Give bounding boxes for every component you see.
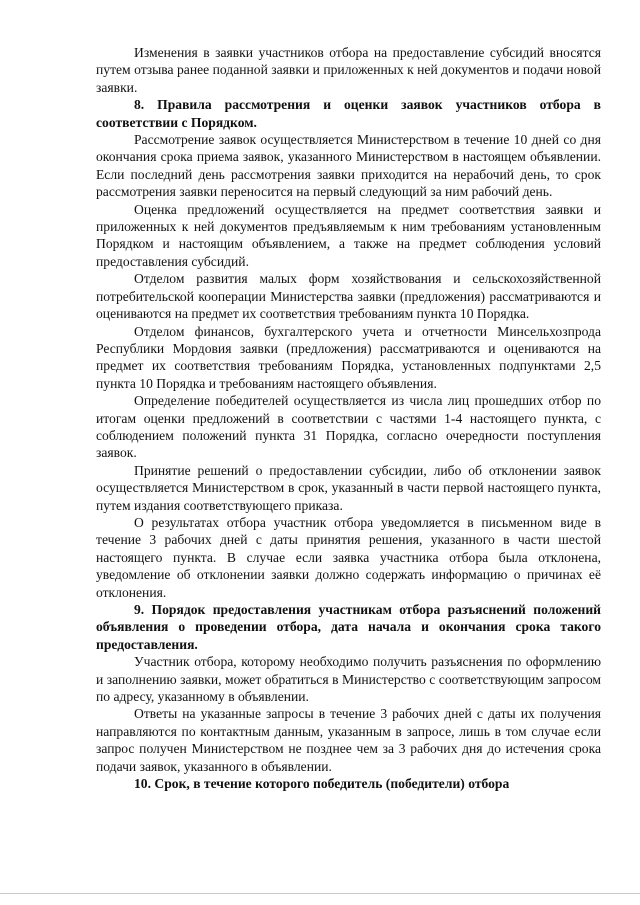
section-heading-9: 9. Порядок предоставления участникам отбора разъяснений положений объявления о проведении отбора, дата начала и окончания срока такого предоставления.	[96, 602, 601, 652]
section-heading-10: 10. Срок, в течение которого победитель (победители) отбора	[134, 776, 510, 792]
page-bottom-rule	[0, 893, 640, 894]
section-heading-8: 8. Правила рассмотрения и оценки заявок участников отбора в соответствии с Порядком.	[96, 97, 601, 130]
paragraph-decisions: Принятие решений о предоставлении субсидии, либо об отклонении заявок осуществляется Министерством в срок, указанный в части первой настоящего пункта, путем издания соответствующего приказа.	[96, 462, 601, 513]
paragraph-amendments: Изменения в заявки участников отбора на предоставление субсидий вносятся путем отзыва ранее поданной заявки и приложенных к ней документов и подачи новой заявки.	[96, 45, 601, 95]
document-page	[96, 44, 601, 792]
paragraph-finance-department: Отделом финансов, бухгалтерского учета и отчетности Минсельхозпрода Республики Мордовия заявки (предложения) рассматриваются и оцениваются на предмет их соответствия требованиям Порядка, установленных подпунктами 2,5 пункта 10 Порядка и требованиям настоящего объявления.	[96, 323, 601, 391]
paragraph-small-farms-department: Отделом развития малых форм хозяйствования и сельскохозяйственной потребительской кооперации Министерства заявки (предложения) рассматриваются и оцениваются на предмет их соответствия требованиям пункта 10 Порядка.	[96, 271, 601, 322]
paragraph-review-period: Рассмотрение заявок осуществляется Министерством в течение 10 дней со дня окончания срока приема заявок, указанного Министерством в настоящем объявлении. Если последний день рассмотрения заявки приходится на нерабочий день, то срок рассмотрения заявки переносится на первый следующий за ним рабочий день.	[96, 132, 601, 200]
paragraph-clarification-answers: Ответы на указанные запросы в течение 3 рабочих дней с даты их получения направляются по контактным данным, указанным в запросе, лишь в том случае если запрос получен Министерством не позднее чем за 3 рабочих дня до истечения срока подачи заявок, указанного в объявлении.	[96, 706, 601, 774]
paragraph-evaluation: Оценка предложений осуществляется на предмет соответствия заявки и приложенных к ней документов предъявляемым к ним требованиям установленным Порядком и настоящим объявлением, а также на предмет соблюдения условий предоставления субсидий.	[96, 201, 601, 269]
paragraph-winners: Определение победителей осуществляется из числа лиц прошедших отбор по итогам оценки предложений в соответствии с частями 1-4 настоящего пункта, с соблюдением положений пункта 31 Порядка, согласно очередности поступления заявок.	[96, 393, 601, 461]
paragraph-clarification-request: Участник отбора, которому необходимо получить разъяснения по оформлению и заполнению заявки, может обратиться в Министерство с соответствующим запросом по адресу, указанному в объявлении.	[96, 654, 601, 705]
paragraph-notification: О результатах отбора участник отбора уведомляется в письменном виде в течение 3 рабочих дней с даты принятия решения, указанного в части шестой настоящего пункта. В случае если заявка участника отбора была отклонена, уведомление об отклонении заявки должно содержать информацию о причинах её отклонения.	[96, 514, 601, 600]
